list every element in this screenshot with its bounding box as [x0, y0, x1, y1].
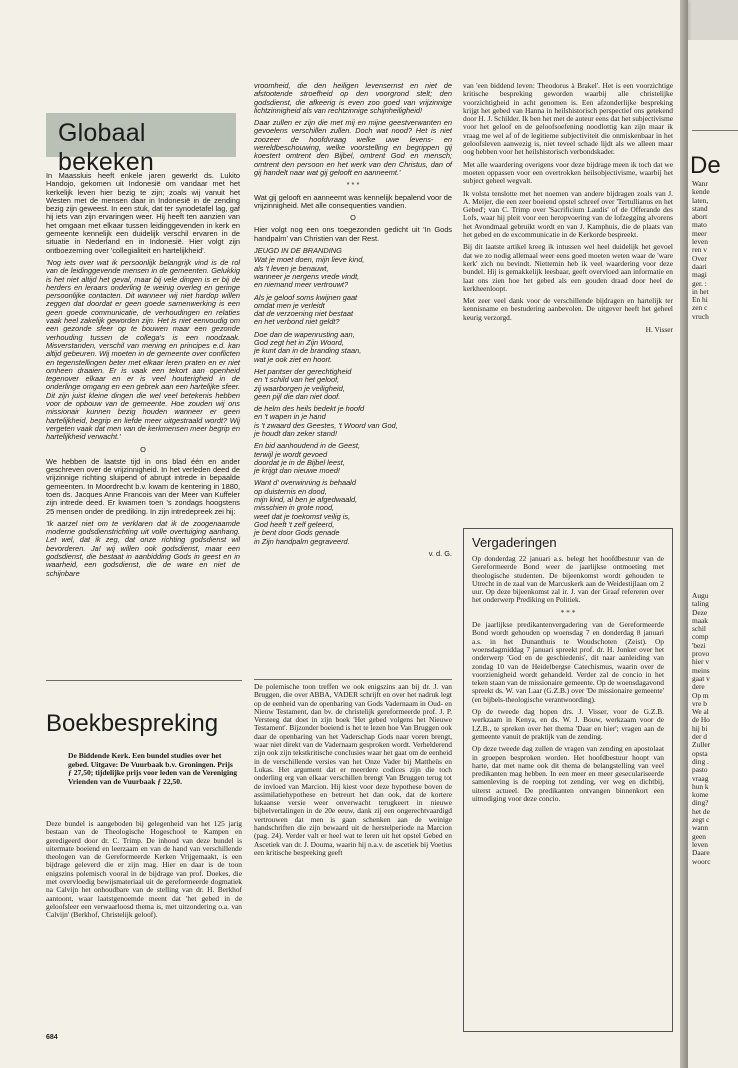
meetings-box [463, 528, 673, 1032]
paragraph: Hier volgt nog een ons toegezonden gedicht uit 'In Gods handpalm' van Christien van der Rest. [254, 225, 452, 243]
section-title-globaal: Globaal bekeken [58, 119, 154, 176]
poem-stanza: En bid aanhoudend in de Geest, terwijl je wordt gevoed doordat je in de Bijbel leest, je krijgt dan nieuwe moed! [254, 441, 361, 476]
next-page-text-bottom [692, 592, 738, 866]
next-page-line: meins [692, 665, 710, 675]
next-page-line: leven [692, 839, 709, 849]
next-page-line: Augu [692, 591, 709, 600]
next-page-line: kome [692, 790, 709, 800]
next-page-line: magi [692, 270, 707, 280]
next-page-line: abort [692, 212, 708, 222]
column-book-review-2 [254, 683, 452, 861]
circle-separator: O [140, 444, 146, 454]
star-separator: * * * [560, 607, 576, 617]
next-page-line: zen c [692, 303, 708, 313]
next-page-line: En hi [692, 295, 708, 305]
next-page-line: wann [692, 823, 709, 833]
next-page-line: maak [692, 615, 709, 625]
next-page-line: Daare [692, 848, 710, 858]
divider [254, 679, 452, 680]
paragraph: In Maassluis heeft enkele jaren gewerkt ds. Lukito Handojo, gekomen uit Indonesië om vandaar met het kerkelijk leven hier bezig te zijn; zoals wij vanuit het Westen met de mensen daar in Indonesië in de zending bezig zijn geweest. In een stuk, dat ter synodetafel lag, gaf hij iets van zijn ervaringen weer. Hij heeft ten aanzien van het omgaan met elkaar tussen leidinggevenden in kerk en gemeente kennelijk een duidelijk verschil ervaren in de situatie in Nederland en in Indonesië. Hier volgt zijn ontboezeming over 'collegialiteit en hartelijkheid'. [46, 171, 240, 255]
section-banner-globaal [46, 113, 236, 176]
signature: v. d. G. [428, 548, 452, 558]
next-page-line: ding . [692, 756, 709, 766]
next-page-line: woorc [692, 856, 711, 866]
column-globaal [46, 172, 240, 582]
quote-paragraph: vroomheid, die den heiligen levensernst en niet de afstootende stroefheid op den voorgrond stelt; den godsdienst, die afkeerig is even zoo goed van vrijzinnige lichtzinnigheid als van rechtzinnige schijnheiligheid! [254, 81, 452, 115]
next-page-line: ger. : [692, 278, 707, 288]
quote-paragraph: 'Ik aarzel niet om te verklaren dat ik de zoogenaamde moderne godsdienstrichting uit volle overtuiging aanhang. Let wel, dat ik zeg, dat onze richting godsdienst wil bevorderen. Ja! wij willen ook godsdienst, maar een godsdienst, die bestaat in aanbidding Gods in geest en in waarheid, een godsdienst, die de ware en niet de schijnbare [46, 518, 240, 578]
divider [46, 680, 242, 681]
paragraph: Met alle waardering overigens voor deze bijdrage meen ik toch dat we moeten oppassen voor een overtrokken heilsobjectivisme, waarbij het subject geheel wegvalt. [463, 159, 673, 186]
column-review-continued [463, 82, 673, 334]
divider [692, 130, 738, 131]
next-page-line: dere [692, 682, 705, 692]
column-poem [254, 82, 452, 558]
next-page-line: hier v [692, 657, 710, 667]
star-separator: * * * [346, 180, 360, 190]
next-page-text-top [692, 180, 738, 321]
next-page-line: gaat v [692, 673, 710, 683]
poem-stanza: de helm des heils bedekt je hoofd en 't wapen in je hand is 't zwaard des Geestes, 't Woord van God, je houdt dan zeker stand! [254, 404, 398, 438]
next-page-line: leven [692, 237, 709, 247]
next-page-line: in het [692, 286, 709, 296]
next-page-line: der d [692, 732, 707, 742]
signature: H. Visser [645, 325, 673, 335]
paragraph: Ik volsta tenslotte met het noemen van andere bijdragen zoals van J. A. Meijer, die een zeer boeiend opstel schreef over 'Tertullianus en het Gebed'; van C. Trimp over 'Sacrificium Laudis' of de Offerande des Lofs, waar hij pleit voor een heropvoering van de lofzegging alvorens het Avondmaal gebruikt wordt en van J. Kamphuis, die de plaats van het gebed en de excommunicatie in de Kerkorde bespreekt. [463, 188, 673, 240]
next-page-line: ren v [692, 245, 707, 255]
next-page-line: hun k [692, 781, 709, 791]
next-page-line: meer [692, 228, 707, 238]
paragraph: Wat gij gelooft en aanneemt was kennelijk bepalend voor de vrijzinnigheid. Met alle consequenties vandien. [254, 192, 452, 210]
paragraph: Met zeer veel dank voor de verschillende bijdragen en hartelijk ter kennisname en bestudering aanbevolen. De uitgever heeft het geheel keurig verzorgd. [463, 296, 673, 322]
book-citation: De Biddende Kerk. Een bundel studies over het gebed. Uitgave: De Vuurbaak b.v. Groningen. Prijs ƒ 27,50; tijdelijke prijs voor leden van de Vereniging Vrienden van de Vuurbaak ƒ 22,50. [68, 751, 238, 786]
next-page-line: taling [692, 599, 709, 609]
paragraph: De polemische toon treffen we ook enigszins aan bij dr. J. van Bruggen, die over ABBA, VADER schrijft en over het nadruk legt op de eenheid van de openbaring van Gods Vadernaam in Oud- en Nieuw Testament, dan bv. de christelijk gereformeerde prof. J. P. Versteeg dat doet in zijn boek 'Het gebed volgens het Nieuwe Testament'. Bijzonder boeiend is het te lezen hoe Van Bruggen ook daar de openbaring van het Vaderschap Gods naar voren brengt, waar niet direkt van de Vadernaam gesproken wordt. Verhelderend zijn ook zijn tekstkritische conclusies waar het gaat om de eenheid in de verschillende versies van het Onze Vader bij Mattheüs en Lukas. Het argument dat er meerdere codices zijn die toch onderling erg van elkaar verschillen brengt Van Bruggen terug tot de invloed van Marcion. Hij kiest voor deze hypothese boven de assimilatiehypothese en betreurt het dan ook, dat de kortere lukaanse versie weer onverwacht terugkeert in nieuwe bijbelvertalingen in de 20e eeuw, dank zij een ongerechtvaardigd vertrouwen dat men is gaan schenken aan de weinige handschriften die zijn bewaard uit de herstelperiode na Marcion (pag. 24). Verder valt er heel wat te leren uit het opstel Gebed en Ascetiek van dr. J. Douma, waarin hij n.a.v. de ascetiek bij Voetius een kritische bespreking geeft [254, 682, 452, 857]
paragraph: Op donderdag 22 januari a.s. belegt het hoofdbestuur van de Gereformeerde Bond weer de jaarlijkse ontmoeting met theologische studenten. De bijeenkomst wordt gehouden te Utrecht in de zaal van de Marcuskerk aan de Weidestijlaan om 2 uur. Op deze bijeenkomst zal ir. J. van der Graaf refereren over het onderwerp Prediking en Politiek. [472, 554, 664, 605]
next-page-line: vraag [692, 773, 709, 783]
page-number: 684 [46, 1034, 58, 1041]
next-page-title: De [690, 152, 721, 179]
next-page-line: We al [692, 707, 709, 717]
poem-stanza: Als je geloof soms kwijnen gaat omdat men je verleidt dat de verzoening niet bestaat en het verbond niet geldt? [254, 292, 358, 327]
next-page-line: Zuller [692, 740, 711, 750]
next-page-line: mato [692, 220, 707, 230]
poem-stanza: Doe dan de wapenrusting aan, God zegt het in Zijn Woord, je kunt dan in de branding staan, wat je ook ziet en hoort. [254, 329, 362, 364]
next-page-line: provo [692, 649, 710, 659]
next-page-line: Over [692, 253, 707, 263]
next-page-line: Wanr [692, 179, 708, 188]
next-page-line: het de [692, 806, 710, 816]
poem-stanza: Wat je moet doen, mijn lieve kind, als 't leven je benauwt, wanneer je nergens vrede vindt, en niemand meer vertrouwt? [254, 255, 365, 290]
box-title: Vergaderingen [472, 535, 557, 550]
next-page-line: comp [692, 632, 709, 642]
next-page-line: opsta [692, 748, 708, 758]
column-book-review [46, 820, 242, 924]
next-page-line: kende [692, 187, 710, 197]
paragraph: Deze bundel is aangeboden bij gelegenheid van het 125 jarig bestaan van de Theologische Hogeschool te Kampen en geredigeerd door dr. C. Trimp. De inhoud van deze bundel is uitermate boeiend en leerzaam en van de hand van verschillende theologen van de Gereformeerde Kerken Vrijgemaakt, is een bijdrage geleverd die er zijn mag. Hier en daar is de toon enigszins polemisch vooral in de bijdrage van prof. Doekes, die met overvloedig bewijsmateriaal uit de gereformeerde dogmatiek na Calvijn het onhoudbare van de stelling van dr. H. Berkhof aantoont, waar laatstgenoemde meent dat 'het gebed in de geloofsleer een verwaarloosd thema is, met uitzondering o.a. van Calvijn' (Berkhof, Christelijk geloof). [46, 819, 242, 920]
next-page-line: geen [692, 831, 706, 841]
paragraph: Op de tweede dag hopen drs. J. Visser, voor de G.Z.B. werkzaam in Kenya, en ds. W. J. Bouw, werkzaam voor de I.Z.B., te spreken over het thema 'Daar en hier'; vragen aan de gemeente vanuit de praktijk van de zending. [472, 707, 664, 741]
quote-paragraph: 'Nog iets over wat ik persoonlijk belangrijk vind is de rol van de leidinggevende mensen in de gemeenten. Gelukkig is het niet altijd het geval, maar bij vele dingen is er bij de herders en leraars onderling te weinig overleg en geringe persoonlijke contacten. Dit wanneer wij niet hardop willen zeggen dat doordat er geen goede samenwerking is een geen goede communicatie, de verhoudingen en relaties vaak heel zakelijk geworden zijn. Het is niet eenvoudig om een gezonde sfeer op te bouwen maar een gezonde verhouding tussen de collega's is een noodzaak. Misverstanden, verschil van mening en principes e.d. kan altijd gebeuren. Wij moeten in de gemeente over conflicten en tegenstellingen beter met elkaar leren praten en er niet omheen draaien. Er is vaak een tekort aan openheid tegenover elkaar en er is veel houterigheid in de onderlinge omgang en een gebrek aan een hartelijke sfeer. Dit zijn juist kleine dingen die wel veel betekenis hebben voor de opbouw van de gemeente. Hoe zouden wij ons missionair kunnen bezig houden wanneer er geen hartelijkheid, begrip en liefde meer uitgestraald wordt? Wij vergeten vaak dat men van de kerkmensen meer begrip en hartelijkheid verwacht.' [46, 257, 240, 442]
paragraph: Bij dit laatste artikel kreeg ik intussen wel heel duidelijk het gevoel dat we zo nodig allemaal weer eens goed moeten weten waar de 'ware kerk' zich nu bevindt. Niettemin heb ik veel waardering voor deze bundel. Hij is gemakkelijk leesbaar, geeft overvloed aan informatie en laat ons zien hoe het gebed als een gouden draad door heel de kerkheenloopt. [463, 242, 673, 293]
paragraph: van 'een biddend leven: Theodorus à Brakel'. Het is een voorzichtige kritische bespreking geworden waarbij alle christelijke voorzichtigheid in acht genomen is. Een afzonderlijke bespreking krijgt het gebed van Hanna in heilshistorisch perspectief ons getekend door H. J. Schilder. Ik ben het met de auteur eens dat het subjectivisme voor het geloof en de geloofsoefening noodlottig kan zijn maar ik vraag me wel af of de legitieme subjectiviteit die onmiskenbaar in het geloofsleven aanwezig is, niet teveel schade lijdt als we alleen maar oog hebben voor het heilshistorisch verbondskader. [463, 81, 673, 157]
next-page-line: stand [692, 203, 708, 213]
poem-title: JEUGD IN DE BRANDING [254, 246, 342, 256]
poem-stanza: Het pantser der gerechtigheid en 't schild van het geloof, zij waarborgen je veiligheid, geen pijl die dan niet doof. [254, 366, 352, 401]
next-page-line: 'bezi [692, 640, 706, 650]
book-spine [680, 0, 688, 1068]
next-page-line: de Ho [692, 715, 710, 725]
next-page-line: vruch [692, 311, 709, 321]
box-body [472, 555, 664, 807]
next-page-line: daari [692, 261, 707, 271]
next-page-line: vre b [692, 698, 707, 708]
next-page-sliver [688, 40, 738, 1068]
paragraph: De jaarlijkse predikantenvergadering van de Gereformeerde Bond wordt gehouden op woensdag 7 en donderdag 8 januari a.s. in het Dunanthuis te Woudschoten (Zeist). Op woensdagmiddag 7 januari spreekt prof. dr. H. Jonker over het onderwerp 'God en de geschiedenis', dit naar aanleiding van zondag 10 van de Heidelbergse Catechismus, waarin over de voorzienigheid wordt gehandeld. Verder zal de concio in het teken staan van de missionaire gemeente. Op de woensdagavond spreekt ds. W. van Laar (G.Z.B.) over 'De missionaire gemeente' (en bijbels-theologische verantwoording). [472, 620, 664, 704]
quote-paragraph: Daar zullen er zijn die met mij en mijne geestverwanten en gevoelens verschillen zullen. Doch wat nood? Het is niet zoozeer de hoofdvraag welke uwe levens- en wereldbeschouwing, welke voorstelling en begrippen gij koestert omtrent den Bijbel, omtrent God en mensch; omtrent den persoon en het werk van den Christus, dan of gij handelt naar wat gij gelooft en aanneemt.' [254, 118, 452, 177]
next-page-line: Op m [692, 690, 709, 700]
next-page-line: laten, [692, 195, 709, 205]
next-page-line: hij bi [692, 723, 708, 733]
next-page-line: Deze [692, 607, 708, 617]
next-page-line: ding? [692, 798, 709, 808]
next-page-line: zegt c [692, 815, 710, 825]
circle-separator: O [350, 213, 356, 223]
poem-stanza: Want d' overwinning is behaald op duisternis en dood, mijn kind, al ben je afgedwaald, misschien in grote nood, weet dat je toekomst veilig is, God heeft 't zelf geleerd, je bent door Gods genade in Zijn handpalm gegraveerd. [254, 478, 358, 546]
next-page-line: schil [692, 624, 706, 634]
next-page-line: pasto [692, 765, 708, 775]
paragraph: We hebben de laatste tijd in ons blad één en ander geschreven over de vrijzinnigheid. In het verleden deed de vrijzinnige richting sluipend of abrupt intrede in bepaalde gemeenten. In Moordrecht b.v. kwam de kentering in 1880, toen ds. Jacques Anne Francois van der Meer van Kuffeler zijn intrede deed. Er kwamen toen 's zondags hoogstens 25 mensen onder de prediking. In zijn intredepreek zei hij: [46, 456, 240, 516]
section-title-boek: Boekbespreking [46, 710, 219, 737]
paragraph: Op deze tweede dag zullen de vragen van zending en apostolaat in groepen besproken worden. Het hoofdbestuur hoopt van harte, dat met name ook dit thema de belangstelling van veel predikanten mag hebben. In een meer en meer geseculariseerde samenleving is de roeping tot zending, ver weg en dichtbij, uiterst actueel. De predikanten ontvangen binnenkort een uitnodiging voor deze concio. [472, 744, 664, 804]
